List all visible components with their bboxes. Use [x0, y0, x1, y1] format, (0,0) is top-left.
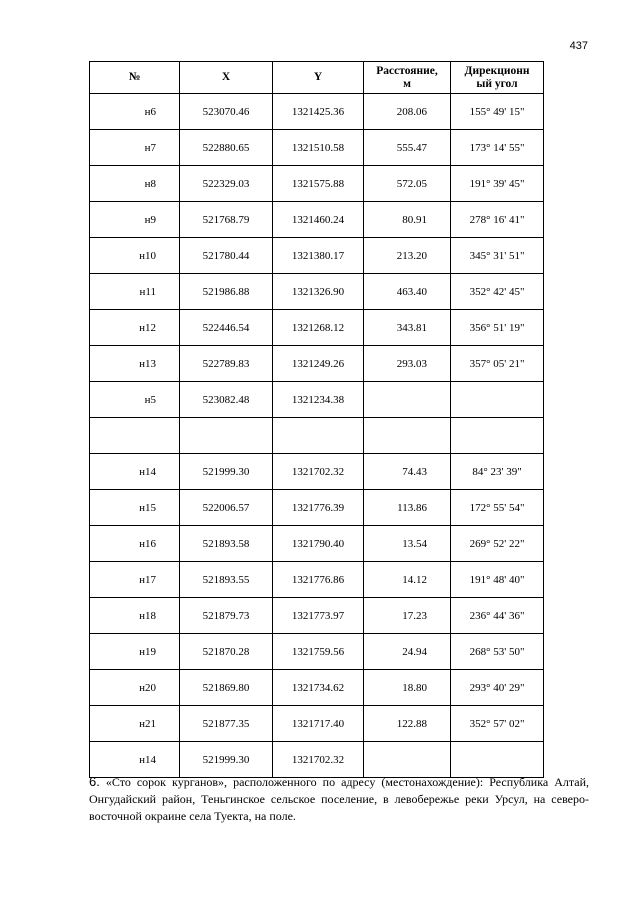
cell-y: 1321234.38 — [273, 382, 364, 418]
header-x: X — [180, 62, 273, 94]
cell-distance: 572.05 — [364, 166, 451, 202]
cell-y: 1321790.40 — [273, 526, 364, 562]
cell-x: 522329.03 — [180, 166, 273, 202]
cell-distance: 80.91 — [364, 202, 451, 238]
header-num: № — [90, 62, 180, 94]
item-number: 6. — [89, 774, 100, 789]
cell-x: 521768.79 — [180, 202, 273, 238]
cell-angle: 356° 51' 19" — [451, 310, 544, 346]
table-row — [90, 166, 544, 202]
cell-angle: 172° 55' 54" — [451, 490, 544, 526]
cell-x: 521870.28 — [180, 634, 273, 670]
header-angle-line1: Дирекционн — [464, 64, 530, 77]
cell-x: 522006.57 — [180, 490, 273, 526]
table-row — [90, 238, 544, 274]
cell-y: 1321249.26 — [273, 346, 364, 382]
cell-num: н12 — [90, 310, 180, 346]
cell-angle — [451, 382, 544, 418]
cell-num: н17 — [90, 562, 180, 598]
table-header-row — [90, 62, 544, 94]
cell-distance — [364, 418, 451, 454]
cell-num: н15 — [90, 490, 180, 526]
cell-num: н6 — [90, 94, 180, 130]
cell-angle: 84° 23' 39" — [451, 454, 544, 490]
cell-num: н21 — [90, 706, 180, 742]
cell-angle: 345° 31' 51" — [451, 238, 544, 274]
cell-angle: 269° 52' 22" — [451, 526, 544, 562]
cell-x: 521879.73 — [180, 598, 273, 634]
cell-y: 1321717.40 — [273, 706, 364, 742]
cell-angle: 191° 48' 40" — [451, 562, 544, 598]
cell-y: 1321776.86 — [273, 562, 364, 598]
cell-angle: 357° 05' 21" — [451, 346, 544, 382]
table-row — [90, 562, 544, 598]
table-row — [90, 634, 544, 670]
cell-y: 1321268.12 — [273, 310, 364, 346]
cell-y — [273, 418, 364, 454]
header-y: Y — [273, 62, 364, 94]
cell-distance: 17.23 — [364, 598, 451, 634]
cell-distance: 18.80 — [364, 670, 451, 706]
cell-x: 522789.83 — [180, 346, 273, 382]
object-description — [89, 773, 589, 825]
cell-num: н20 — [90, 670, 180, 706]
cell-angle — [451, 418, 544, 454]
cell-angle: 191° 39' 45" — [451, 166, 544, 202]
cell-num: н18 — [90, 598, 180, 634]
table-row — [90, 526, 544, 562]
cell-y: 1321759.56 — [273, 634, 364, 670]
header-angle — [451, 62, 544, 94]
cell-x: 522880.65 — [180, 130, 273, 166]
cell-distance: 555.47 — [364, 130, 451, 166]
cell-distance — [364, 382, 451, 418]
cell-y: 1321380.17 — [273, 238, 364, 274]
cell-distance: 463.40 — [364, 274, 451, 310]
cell-x: 521893.58 — [180, 526, 273, 562]
cell-y: 1321734.62 — [273, 670, 364, 706]
cell-x: 521780.44 — [180, 238, 273, 274]
cell-num: н9 — [90, 202, 180, 238]
cell-distance: 293.03 — [364, 346, 451, 382]
table-row — [90, 598, 544, 634]
cell-x: 523082.48 — [180, 382, 273, 418]
coordinates-table — [89, 61, 544, 778]
cell-num: н11 — [90, 274, 180, 310]
cell-angle: 236° 44' 36" — [451, 598, 544, 634]
cell-x: 521999.30 — [180, 742, 273, 778]
object-description-text: «Сто сорок курганов», расположенного по адресу (местонахождение): Республика Алтай, Онгудайский район, Теньгинское сельское поселение, в левобережье реки Урсул, на северо-восточной окраине села Туекта, на поле. — [89, 775, 590, 823]
table-row — [90, 130, 544, 166]
cell-num: н8 — [90, 166, 180, 202]
table-body — [90, 94, 544, 778]
cell-num: н14 — [90, 742, 180, 778]
cell-distance: 13.54 — [364, 526, 451, 562]
cell-num: н14 — [90, 454, 180, 490]
cell-x: 523070.46 — [180, 94, 273, 130]
cell-num: н10 — [90, 238, 180, 274]
header-angle-line2: ый угол — [476, 77, 518, 90]
table-row — [90, 310, 544, 346]
cell-distance: 213.20 — [364, 238, 451, 274]
cell-y: 1321702.32 — [273, 742, 364, 778]
cell-distance: 122.88 — [364, 706, 451, 742]
cell-x: 521877.35 — [180, 706, 273, 742]
cell-num — [90, 418, 180, 454]
cell-x: 521869.80 — [180, 670, 273, 706]
table-row — [90, 346, 544, 382]
cell-distance: 113.86 — [364, 490, 451, 526]
cell-angle: 278° 16' 41" — [451, 202, 544, 238]
cell-y: 1321326.90 — [273, 274, 364, 310]
cell-num: н5 — [90, 382, 180, 418]
cell-distance: 208.06 — [364, 94, 451, 130]
cell-num: н16 — [90, 526, 180, 562]
cell-num: н7 — [90, 130, 180, 166]
table-row — [90, 490, 544, 526]
cell-y: 1321773.97 — [273, 598, 364, 634]
table-row — [90, 670, 544, 706]
cell-angle: 352° 42' 45" — [451, 274, 544, 310]
page-number: 437 — [569, 40, 588, 52]
cell-y: 1321460.24 — [273, 202, 364, 238]
table-row — [90, 418, 544, 454]
cell-x: 521893.55 — [180, 562, 273, 598]
table-row — [90, 454, 544, 490]
cell-distance: 74.43 — [364, 454, 451, 490]
cell-angle: 155° 49' 15" — [451, 94, 544, 130]
header-distance-line2: м — [403, 77, 411, 90]
cell-angle: 352° 57' 02" — [451, 706, 544, 742]
table-row — [90, 706, 544, 742]
cell-y: 1321776.39 — [273, 490, 364, 526]
cell-distance: 343.81 — [364, 310, 451, 346]
cell-y: 1321575.88 — [273, 166, 364, 202]
cell-angle: 173° 14' 55" — [451, 130, 544, 166]
cell-x — [180, 418, 273, 454]
cell-num: н13 — [90, 346, 180, 382]
cell-distance: 14.12 — [364, 562, 451, 598]
cell-distance: 24.94 — [364, 634, 451, 670]
cell-x: 521999.30 — [180, 454, 273, 490]
cell-y: 1321425.36 — [273, 94, 364, 130]
table-row — [90, 382, 544, 418]
cell-angle: 293° 40' 29" — [451, 670, 544, 706]
cell-angle: 268° 53' 50" — [451, 634, 544, 670]
table-row — [90, 202, 544, 238]
header-distance-line1: Расстояние, — [376, 64, 438, 77]
cell-y: 1321510.58 — [273, 130, 364, 166]
table-row — [90, 274, 544, 310]
table-row — [90, 94, 544, 130]
cell-x: 522446.54 — [180, 310, 273, 346]
cell-y: 1321702.32 — [273, 454, 364, 490]
header-distance — [364, 62, 451, 94]
cell-num: н19 — [90, 634, 180, 670]
cell-x: 521986.88 — [180, 274, 273, 310]
